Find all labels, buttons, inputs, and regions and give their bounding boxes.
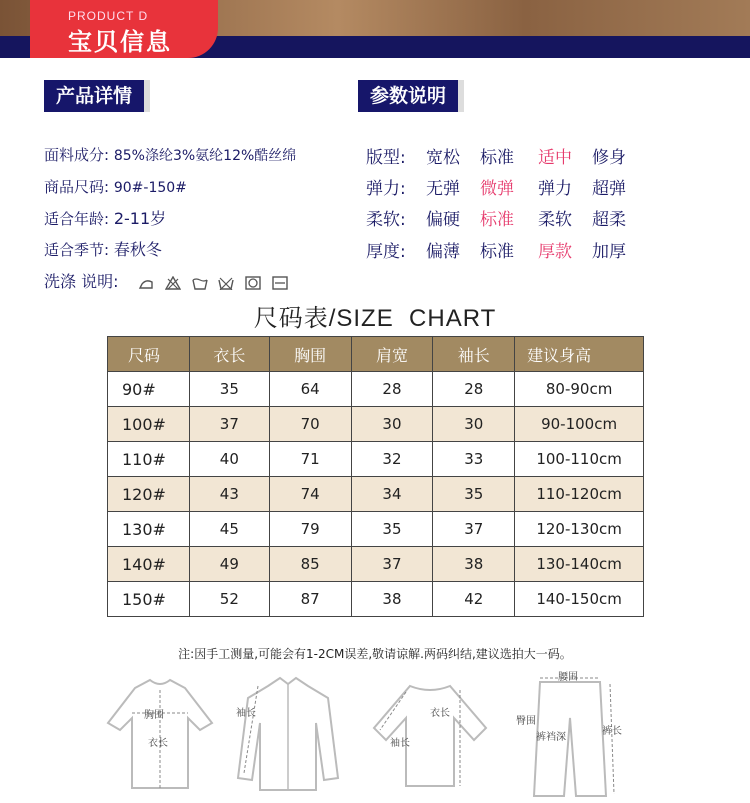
shirt-sleeve-label: 袖长: [236, 708, 256, 719]
table-cell: 120#: [108, 477, 190, 512]
size-chart-table: [107, 336, 644, 617]
pants-waist-label: 腰围: [558, 672, 578, 683]
table-cell: 32: [351, 442, 433, 477]
product-row-age: [44, 206, 166, 229]
table-cell: 42: [433, 582, 515, 617]
wash-label: 洗涤 说明:: [44, 272, 119, 291]
table-cell: 49: [189, 547, 269, 582]
product-row-value: 90#-150#: [113, 180, 187, 196]
table-row: [108, 372, 644, 407]
size-chart-header: 肩宽: [351, 337, 433, 372]
iron-icon: [138, 276, 154, 290]
product-row-label: 商品尺码:: [44, 178, 110, 196]
param-label: 柔软:: [366, 210, 406, 230]
param-row-thickness: [366, 237, 666, 261]
measurement-note: 注:因手工测量,可能会有1-2CM误差,敬请谅解.两码纠结,建议选拍大一码。: [178, 647, 572, 661]
param-option: 偏硬: [426, 210, 460, 230]
size-chart-header: 尺码: [108, 337, 190, 372]
tshirt-chest-label: 胸围: [144, 710, 164, 721]
param-option-selected: 微弹: [480, 179, 514, 199]
table-cell: 45: [189, 512, 269, 547]
param-option: 宽松: [426, 148, 460, 168]
product-details-header: 产品详情: [44, 80, 150, 112]
table-cell: 40: [189, 442, 269, 477]
pants-hip-label: 臀围: [516, 716, 536, 727]
param-row-elasticity: [366, 174, 666, 198]
param-option: 超柔: [592, 210, 626, 230]
table-cell: 130-140cm: [515, 547, 644, 582]
sweater-diagram: [370, 668, 490, 798]
product-row-value: 春秋冬: [113, 240, 162, 259]
param-row-fit: [366, 143, 666, 167]
size-chart-header: 袖长: [433, 337, 515, 372]
dry-flat-icon: [272, 276, 288, 290]
param-option: 标准: [480, 148, 514, 168]
shirt-outline: [228, 668, 348, 798]
tshirt-outline: [100, 668, 220, 798]
param-option-selected: 适中: [538, 148, 572, 168]
table-row: [108, 512, 644, 547]
table-cell: 120-130cm: [515, 512, 644, 547]
product-row-value: 85%涤纶3%氨纶12%酷丝绵: [113, 148, 297, 164]
table-cell: 30: [433, 407, 515, 442]
table-cell: 33: [433, 442, 515, 477]
tumble-dry-icon: [245, 276, 261, 290]
sweater-outline: [370, 668, 490, 798]
pants-diagram: [510, 668, 630, 800]
table-cell: 150#: [108, 582, 190, 617]
table-cell: 90#: [108, 372, 190, 407]
table-cell: 52: [189, 582, 269, 617]
table-cell: 30: [351, 407, 433, 442]
size-chart-header: 衣长: [189, 337, 269, 372]
size-chart-header-row: [108, 337, 644, 372]
product-row-fabric: [44, 144, 296, 165]
table-cell: 100#: [108, 407, 190, 442]
param-option: 偏薄: [426, 242, 460, 262]
param-option: 标准: [480, 242, 514, 262]
table-row: [108, 442, 644, 477]
param-option: 加厚: [592, 242, 626, 262]
wash-instructions: [44, 269, 288, 292]
table-cell: 85: [269, 547, 351, 582]
size-chart-header: 建议身高: [515, 337, 644, 372]
table-cell: 79: [269, 512, 351, 547]
table-cell: 130#: [108, 512, 190, 547]
table-row: [108, 547, 644, 582]
table-cell: 90-100cm: [515, 407, 644, 442]
param-option-selected: 标准: [480, 210, 514, 230]
no-bleach-icon: [165, 276, 181, 290]
sweater-length-label: 衣长: [430, 708, 450, 719]
param-option: 无弹: [426, 179, 460, 199]
table-cell: 37: [433, 512, 515, 547]
table-cell: 28: [351, 372, 433, 407]
param-option: 修身: [592, 148, 626, 168]
product-row-label: 适合年龄:: [44, 210, 110, 228]
table-cell: 43: [189, 477, 269, 512]
table-cell: 35: [189, 372, 269, 407]
table-cell: 37: [189, 407, 269, 442]
banner-tab: [30, 0, 218, 58]
table-cell: 64: [269, 372, 351, 407]
table-row: [108, 477, 644, 512]
pants-rise-label: 裤裆深: [536, 732, 566, 743]
table-cell: 35: [351, 512, 433, 547]
param-option: 柔软: [538, 210, 572, 230]
table-cell: 87: [269, 582, 351, 617]
table-cell: 140-150cm: [515, 582, 644, 617]
product-row-size: [44, 176, 187, 197]
param-option: 超弹: [592, 179, 626, 199]
param-row-softness: [366, 205, 666, 229]
table-row: [108, 407, 644, 442]
hand-wash-icon: [192, 276, 208, 290]
param-label: 厚度:: [366, 242, 406, 262]
table-cell: 34: [351, 477, 433, 512]
table-row: [108, 582, 644, 617]
tshirt-length-label: 衣长: [148, 738, 168, 749]
param-option: 弹力: [538, 179, 572, 199]
shirt-diagram: [228, 668, 348, 798]
table-cell: 80-90cm: [515, 372, 644, 407]
table-cell: 100-110cm: [515, 442, 644, 477]
size-chart-header: 胸围: [269, 337, 351, 372]
table-cell: 70: [269, 407, 351, 442]
product-row-label: 适合季节:: [44, 241, 110, 259]
table-cell: 38: [351, 582, 433, 617]
param-label: 弹力:: [366, 179, 406, 199]
pants-length-label: 裤长: [602, 726, 622, 737]
table-cell: 71: [269, 442, 351, 477]
banner-en-title: PRODUCT D: [68, 9, 149, 23]
table-cell: 74: [269, 477, 351, 512]
no-wash-icon: [218, 276, 234, 290]
table-cell: 28: [433, 372, 515, 407]
product-row-value: 2-11岁: [113, 209, 167, 228]
table-cell: 35: [433, 477, 515, 512]
tshirt-diagram: [100, 668, 220, 798]
table-cell: 110#: [108, 442, 190, 477]
size-chart-title: 尺码表/SIZE CHART: [253, 305, 497, 332]
params-header: 参数说明: [358, 80, 464, 112]
table-cell: 140#: [108, 547, 190, 582]
param-label: 版型:: [366, 148, 406, 168]
product-row-season: [44, 237, 162, 260]
table-cell: 38: [433, 547, 515, 582]
product-row-label: 面料成分:: [44, 146, 110, 164]
table-cell: 37: [351, 547, 433, 582]
table-cell: 110-120cm: [515, 477, 644, 512]
sweater-sleeve-label: 袖长: [390, 738, 410, 749]
banner-cn-title: 宝贝信息: [68, 28, 172, 56]
param-option-selected: 厚款: [538, 242, 572, 262]
